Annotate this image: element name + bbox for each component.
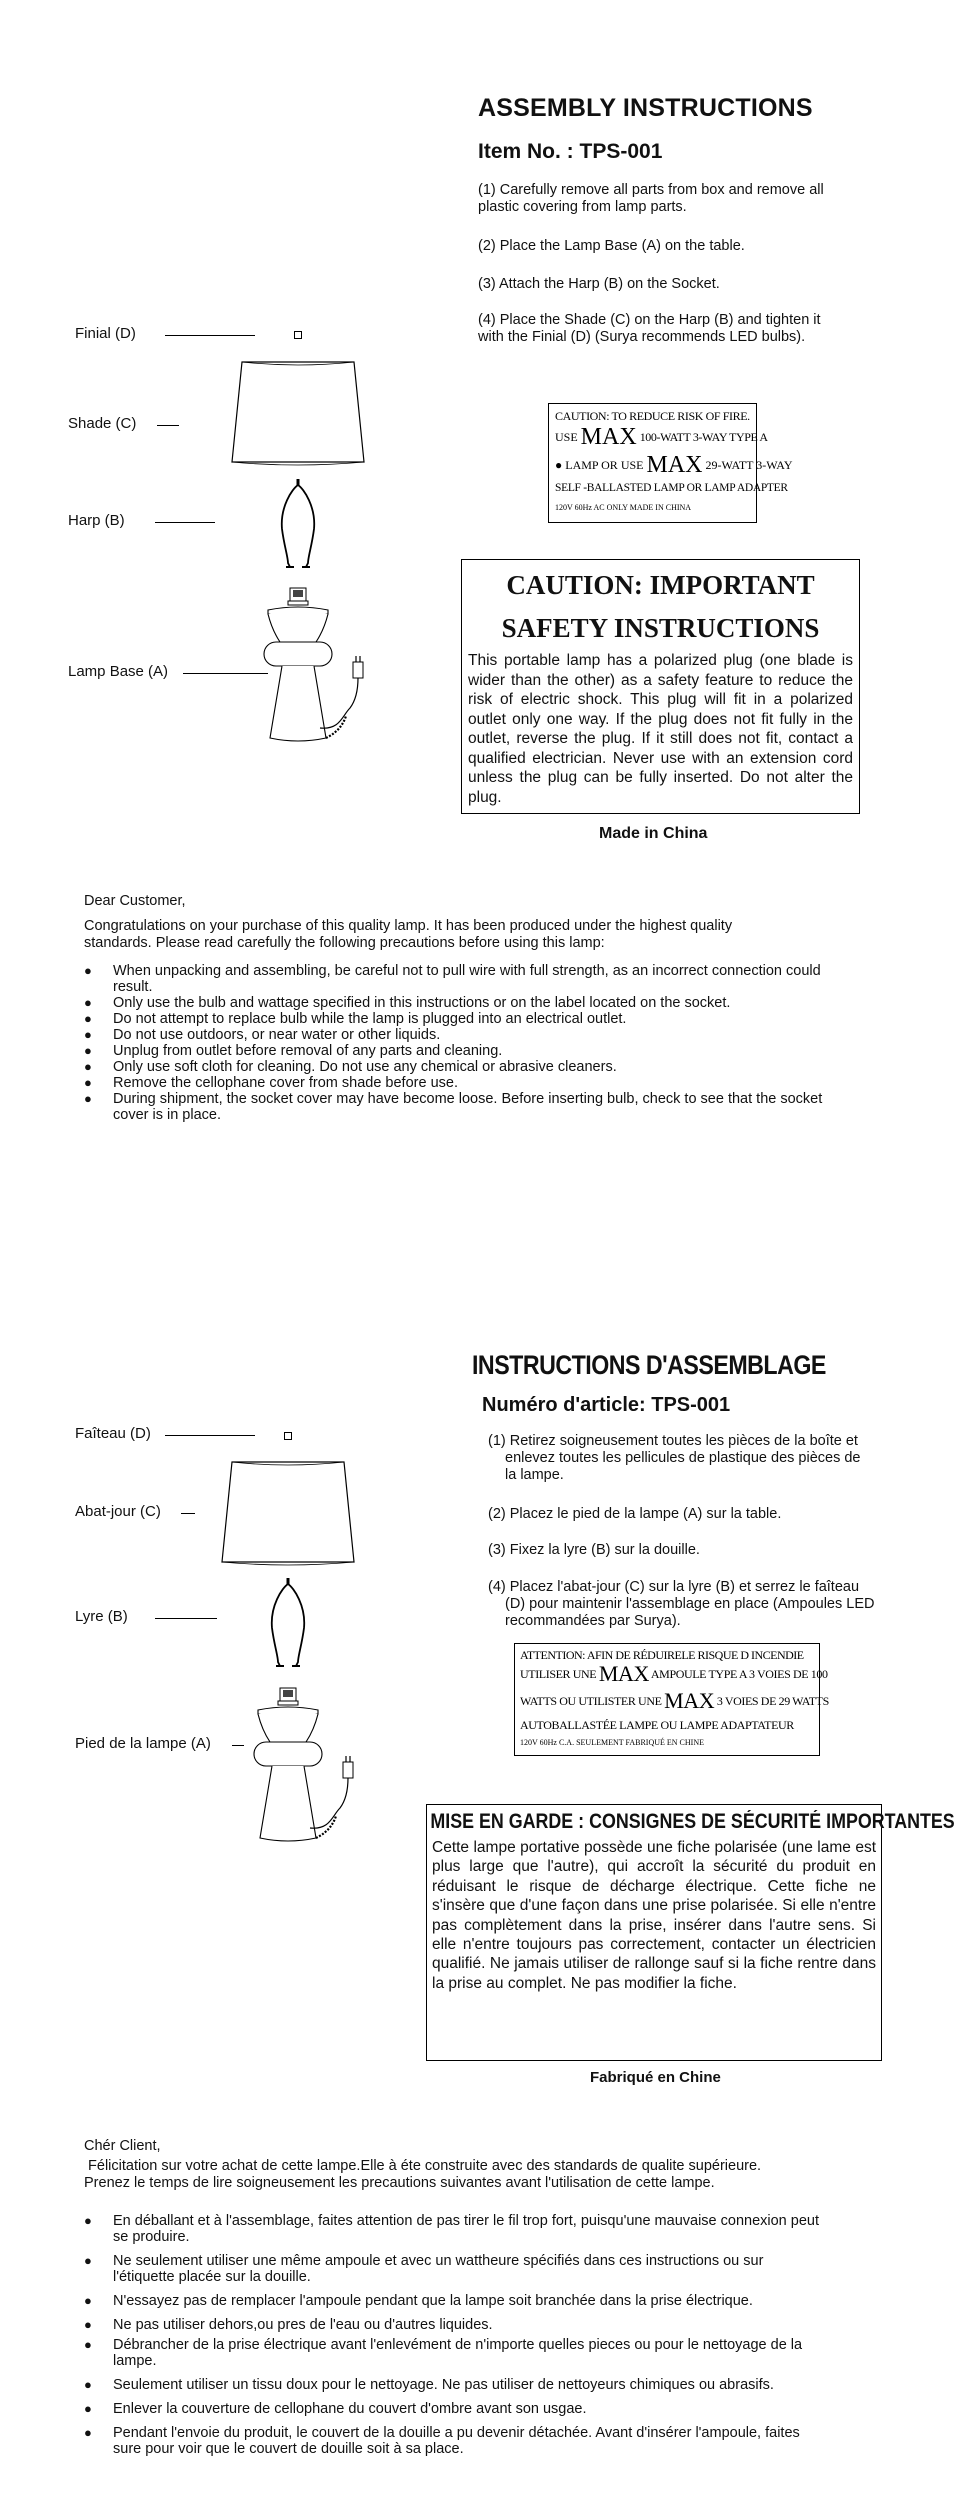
warning-line-2: UTILISER UNE MAX AMPOULE TYPE A 3 VOIES DE 100	[520, 1661, 828, 1686]
list-item: ● Only use the bulb and wattage specified in this instructions or on the label located on the socket.	[84, 995, 824, 1011]
list-item: ● Enlever la couverture de cellophane du couvert d'ombre avant son usgae.	[84, 2401, 824, 2417]
step-1-fr: (1) Retirez soigneusement toutes les pièces de la boîte et enlevez toutes les pellicules de plastique des pièces de la lampe.	[488, 1433, 861, 1483]
list-item: ● During shipment, the socket cover may have become loose. Before inserting bulb, check to see that the socket cover is in place.	[84, 1091, 824, 1123]
list-item: ● Pendant l'envoie du produit, le couvert de la douille a pu devenir détachée. Avant d'insérer l'ampoule, faites sure pour voir que le couvert de douille soit à sa place.	[84, 2425, 824, 2457]
leader-line	[157, 425, 179, 426]
warning-line-4: AUTOBALLASTÉE LAMPE OU LAMPE ADAPTATEUR	[520, 1718, 794, 1732]
harp-illustration	[272, 1578, 304, 1666]
page-title-fr: INSTRUCTIONS D'ASSEMBLAGE	[472, 1350, 826, 1380]
lamp-base-illustration	[254, 1688, 353, 1841]
list-item: ● When unpacking and assembling, be careful not to pull wire with full strength, as an incorrect connection could result.	[84, 963, 824, 995]
part-label-base: Lamp Base (A)	[68, 663, 169, 680]
step-3-fr: (3) Fixez la lyre (B) sur la douille.	[488, 1542, 700, 1558]
caution-title-fr: MISE EN GARDE : CONSIGNES DE SÉCURITÉ IMPORTANTES	[430, 1810, 955, 1833]
shade-illustration	[232, 362, 364, 465]
leader-line	[181, 1513, 195, 1514]
step-2-fr: (2) Placez le pied de la lampe (A) sur la table.	[488, 1506, 782, 1522]
greeting-fr: Chér Client,	[84, 2138, 161, 2154]
step-3: (3) Attach the Harp (B) on the Socket.	[478, 276, 720, 292]
step-1: (1) Carefully remove all parts from box and remove all plastic covering from lamp parts.	[478, 182, 824, 215]
caution-title: CAUTION: IMPORTANT SAFETY INSTRUCTIONS	[501, 570, 820, 643]
list-item: ● Seulement utiliser un tissu doux pour le nettoyage. Ne pas utiliser de nettoyeurs chimiques ou abrasifs.	[84, 2377, 824, 2393]
step-4: (4) Place the Shade (C) on the Harp (B) and tighten it with the Finial (D) (Surya recommends LED bulbs).	[478, 312, 821, 345]
item-number-fr: Numéro d'article: TPS-001	[482, 1394, 731, 1416]
list-item: ● Unplug from outlet before removal of any parts and cleaning.	[84, 1043, 824, 1059]
warning-line-1: ATTENTION: AFIN DE RÉDUIRELE RISQUE D INCENDIE	[520, 1648, 804, 1662]
part-label-harp: Harp (B)	[68, 512, 125, 529]
part-label-harp-fr: Lyre (B)	[75, 1608, 128, 1625]
list-item: ● Only use soft cloth for cleaning. Do not use any chemical or abrasive cleaners.	[84, 1059, 824, 1075]
made-in-label-fr: Fabriqué en Chine	[590, 2069, 721, 2086]
finial-illustration	[295, 332, 302, 339]
list-item: ● Remove the cellophane cover from shade before use.	[84, 1075, 824, 1091]
intro-paragraph: Congratulations on your purchase of this quality lamp. It has been produced under the highest quality standards. Please read carefully the following precautions before using this lamp:	[84, 918, 733, 951]
part-label-base-fr: Pied de la lampe (A)	[75, 1735, 211, 1752]
made-in-label: Made in China	[599, 825, 708, 842]
harp-illustration	[282, 479, 314, 567]
precautions-list-fr	[84, 2213, 824, 2457]
warning-line-3: WATTS OU UTILISTER UNE MAX 3 VOIES DE 29 WATTS	[520, 1688, 829, 1713]
shade-illustration	[222, 1462, 354, 1565]
warning-line-4: SELF -BALLASTED LAMP OR LAMP ADAPTER	[555, 482, 788, 494]
step-4-fr: (4) Placez l'abat-jour (C) sur la lyre (B) et serrez le faîteau (D) pour maintenir l'assemblage en place (Ampoules LED recommandées par Surya).	[488, 1579, 875, 1629]
list-item: ● N'essayez pas de remplacer l'ampoule pendant que la lampe soit branchée dans la prise électrique.	[84, 2293, 824, 2309]
warning-line-5: 120V 60Hz AC ONLY MADE IN CHINA	[555, 503, 692, 512]
caution-body-fr: Cette lampe portative possède une fiche polarisée (une lame est plus large que l'autre), qui accroît la sécurité du produit en réduisant le risque de décharge électrique. Cette fiche ne s'insère que d'une façon dans une prise polarisée. Si elle n'entre pas complètement dans la prise, insérer dans l'autre sens. Si elle n'entre toujours pas correctement, contacter un électricien qualifié. Ne jamais utiliser de rallonge sauf si la fiche rentre dans la prise au complet. Ne pas modifier la fiche.	[432, 1839, 876, 1992]
list-item: ● Do not use outdoors, or near water or other liquids.	[84, 1027, 824, 1043]
safety-caution-box	[461, 559, 860, 814]
lamp-base-illustration	[264, 588, 363, 741]
precautions-list	[84, 963, 824, 1123]
warning-line-5: 120V 60Hz C.A. SEULEMENT FABRIQUÉ EN CHINE	[520, 1738, 704, 1747]
greeting: Dear Customer,	[84, 893, 186, 909]
part-label-finial-fr: Faîteau (D)	[75, 1425, 151, 1442]
list-item: ● Ne seulement utiliser une même ampoule et avec un wattheure spécifiés dans ces instructions ou sur l'étiquette placée sur la douille.	[84, 2253, 824, 2285]
warning-line-2: USE MAX 100-WATT 3-WAY TYPE A	[555, 424, 768, 450]
list-item: ● En déballant et à l'assemblage, faites attention de pas tirer le fil trop fort, puisqu'une mauvaise connexion peut se produire.	[84, 2213, 824, 2245]
item-number: Item No. : TPS-001	[478, 140, 663, 163]
part-label-shade-fr: Abat-jour (C)	[75, 1503, 161, 1520]
lamp-exploded-diagram	[200, 320, 400, 750]
finial-illustration	[285, 1433, 292, 1440]
part-label-finial: Finial (D)	[75, 325, 136, 342]
bulb-icon: ●	[555, 458, 563, 472]
part-label-shade: Shade (C)	[68, 415, 137, 432]
list-item: ● Débrancher de la prise électrique avant l'enlevément de n'importe quelles pieces ou pour le nettoyage de la lampe.	[84, 2337, 824, 2369]
page-title: ASSEMBLY INSTRUCTIONS	[478, 94, 813, 122]
warning-line-1: CAUTION: TO REDUCE RISK OF FIRE.	[555, 409, 750, 423]
intro-paragraph-fr: Félicitation sur votre achat de cette lampe.Elle à éte construite avec des standards de qualite supérieure. Prenez le temps de lire soigneusement les precautions suivantes avant l'utilisation de cette lampe.	[84, 2158, 766, 2191]
list-item: ● Do not attempt to replace bulb while the lamp is plugged into an electrical outlet.	[84, 1011, 824, 1027]
safety-caution-box-fr	[426, 1804, 955, 2061]
list-item: ● Ne pas utiliser dehors,ou pres de l'eau ou d'autres liquides.	[84, 2317, 824, 2333]
caution-body: This portable lamp has a polarized plug (one blade is wider than the other) as a safety feature to reduce the risk of electric shock. This plug will fit in a polarized outlet only one way. If the plug does not fit fully in the outlet, reverse the plug. If it still does not fit, contact a qualified electrician. Never use with an extension cord unless the plug can be fully inserted. Do not alter the plug.	[468, 652, 853, 806]
warning-line-3: ● LAMP OR USE MAX 29-WATT 3-WAY	[555, 452, 793, 478]
wattage-warning-label-fr	[514, 1643, 829, 1756]
lamp-exploded-diagram-fr	[200, 1420, 400, 1850]
step-2: (2) Place the Lamp Base (A) on the table.	[478, 238, 745, 254]
wattage-warning-label	[548, 403, 793, 523]
